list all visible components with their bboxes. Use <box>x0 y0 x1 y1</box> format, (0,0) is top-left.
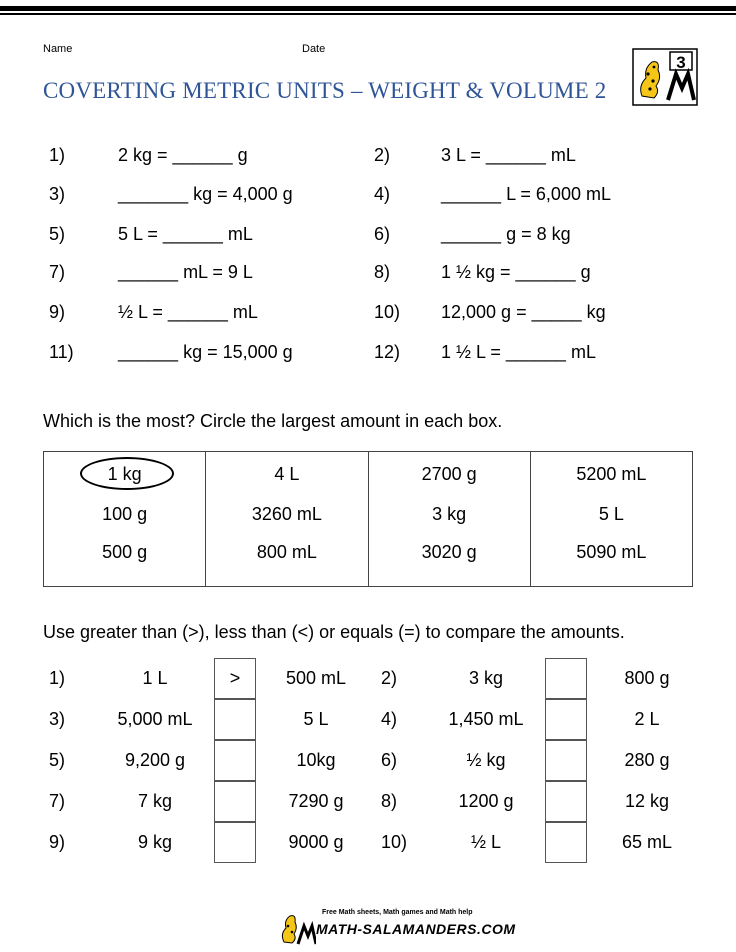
top-rule-thin <box>0 13 736 15</box>
date-label: Date <box>302 43 326 55</box>
question-number: 3) <box>49 184 66 204</box>
salamander-logo <box>632 48 698 106</box>
question-number: 12) <box>374 342 401 362</box>
box-item[interactable]: 3260 mL <box>251 504 322 524</box>
question-text[interactable]: 5 L = ______ mL <box>118 224 253 244</box>
compare-right: 500 mL <box>285 668 347 688</box>
compare-left: 7 kg <box>137 791 173 811</box>
top-rule <box>0 6 736 11</box>
answer-box[interactable] <box>545 699 587 740</box>
compare-right: 2 L <box>634 709 660 729</box>
box-item[interactable]: 1 kg <box>107 464 142 484</box>
compare-right: 5 L <box>303 709 329 729</box>
compare-right: 65 mL <box>621 832 673 852</box>
compare-number: 2) <box>381 668 398 688</box>
logo-number: 3 <box>676 53 686 72</box>
question-text[interactable]: 1 ½ kg = ______ g <box>441 262 591 282</box>
compare-number: 8) <box>381 791 398 811</box>
question-text[interactable]: ½ L = ______ mL <box>118 302 258 322</box>
box-item[interactable]: 3 kg <box>432 504 467 524</box>
answer-box[interactable] <box>545 658 587 699</box>
box-3 <box>368 452 530 586</box>
compare-left: 5,000 mL <box>117 709 193 729</box>
question-text[interactable]: _______ kg = 4,000 g <box>118 184 293 204</box>
compare-right: 12 kg <box>624 791 670 811</box>
footer-site-link[interactable]: MATH-SALAMANDERS.COM <box>316 921 516 937</box>
name-label: Name <box>43 43 73 55</box>
box-2 <box>205 452 367 586</box>
box-item[interactable]: 5090 mL <box>576 542 647 562</box>
answer-box[interactable] <box>545 781 587 822</box>
compare-number: 3) <box>49 709 66 729</box>
answer-box[interactable]: > <box>214 658 256 699</box>
question-text[interactable]: ______ mL = 9 L <box>118 262 253 282</box>
box-4 <box>530 452 692 586</box>
box-item[interactable]: 5 L <box>598 504 624 524</box>
question-number: 1) <box>49 145 66 165</box>
compare-left: 1200 g <box>458 791 514 811</box>
compare-number: 10) <box>381 832 408 852</box>
page-title: COVERTING METRIC UNITS – WEIGHT & VOLUME 2 <box>43 78 607 103</box>
compare-number: 6) <box>381 750 398 770</box>
part3-instruction: Use greater than (>), less than (<) or equals (=) to compare the amounts. <box>43 622 625 642</box>
compare-right: 7290 g <box>288 791 344 811</box>
part2-instruction: Which is the most? Circle the largest amount in each box. <box>43 411 503 431</box>
question-number: 7) <box>49 262 66 282</box>
question-text[interactable]: 3 L = ______ mL <box>441 145 576 165</box>
question-number: 4) <box>374 184 391 204</box>
question-number: 6) <box>374 224 391 244</box>
compare-left: 3 kg <box>468 668 504 688</box>
compare-number: 1) <box>49 668 66 688</box>
compare-number: 5) <box>49 750 66 770</box>
question-number: 10) <box>374 302 401 322</box>
question-number: 2) <box>374 145 391 165</box>
box-item[interactable]: 2700 g <box>421 464 477 484</box>
compare-right: 800 g <box>624 668 670 688</box>
answer-box[interactable] <box>214 781 256 822</box>
question-number: 8) <box>374 262 391 282</box>
compare-number: 9) <box>49 832 66 852</box>
footer-tagline: Free Math sheets, Math games and Math help <box>322 909 473 916</box>
answer-box[interactable] <box>545 740 587 781</box>
compare-number: 7) <box>49 791 66 811</box>
question-text[interactable]: 12,000 g = _____ kg <box>441 302 606 322</box>
answer-box[interactable] <box>214 822 256 863</box>
answer-box[interactable] <box>214 699 256 740</box>
compare-left: ½ kg <box>466 750 506 770</box>
question-text[interactable]: ______ g = 8 kg <box>441 224 571 244</box>
compare-left: ½ L <box>470 832 502 852</box>
box-item[interactable]: 500 g <box>102 542 148 562</box>
box-item[interactable]: 4 L <box>274 464 300 484</box>
question-text[interactable]: ______ L = 6,000 mL <box>441 184 611 204</box>
question-text[interactable]: ______ kg = 15,000 g <box>118 342 293 362</box>
compare-number: 4) <box>381 709 398 729</box>
compare-right: 10kg <box>296 750 336 770</box>
compare-right: 280 g <box>624 750 670 770</box>
question-number: 5) <box>49 224 66 244</box>
answer-box[interactable] <box>214 740 256 781</box>
box-item[interactable]: 3020 g <box>421 542 477 562</box>
question-text[interactable]: 2 kg = ______ g <box>118 145 248 165</box>
compare-left: 1,450 mL <box>448 709 524 729</box>
comparison-grid <box>43 451 693 587</box>
compare-left: 9 kg <box>137 832 173 852</box>
compare-left: 1 L <box>142 668 168 688</box>
box-item[interactable]: 800 mL <box>256 542 317 562</box>
box-1 <box>44 452 205 586</box>
question-text[interactable]: 1 ½ L = ______ mL <box>441 342 596 362</box>
compare-left: 9,200 g <box>124 750 186 770</box>
answer-box[interactable] <box>545 822 587 863</box>
question-number: 9) <box>49 302 66 322</box>
box-item[interactable]: 100 g <box>102 504 148 524</box>
question-number: 11) <box>49 342 74 362</box>
box-item[interactable]: 5200 mL <box>576 464 647 484</box>
compare-right: 9000 g <box>288 832 344 852</box>
